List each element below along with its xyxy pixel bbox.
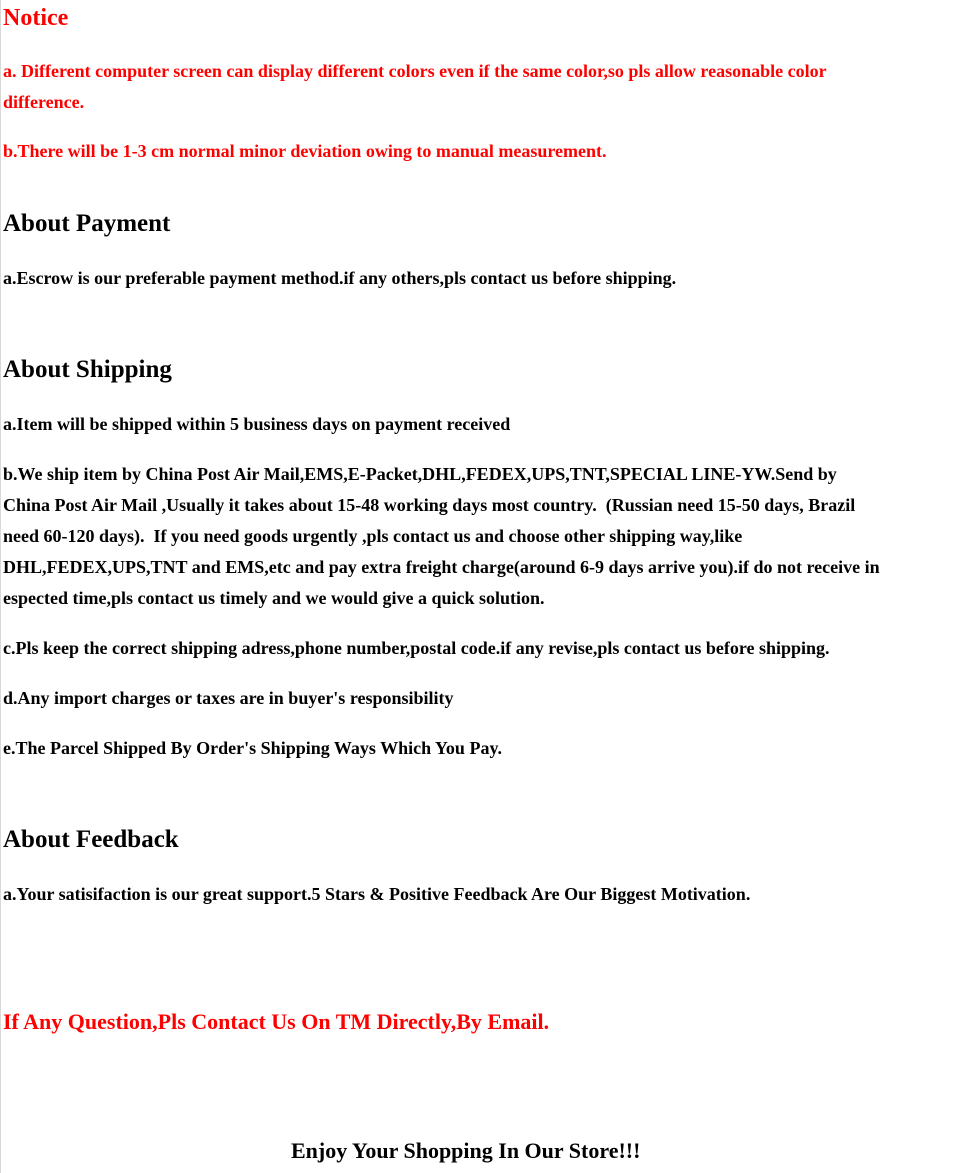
notice-item-b: b.There will be 1-3 cm normal minor deviation owing to manual measurement. bbox=[3, 141, 607, 161]
payment-item-a: a.Escrow is our preferable payment method.if any others,pls contact us before shipping. bbox=[3, 268, 677, 288]
feedback-item-a: a.Your satisifaction is our great support.5 Stars & Positive Feedback Are Our Biggest Motivation. bbox=[3, 884, 751, 904]
shipping-item-e: e.The Parcel Shipped By Order's Shipping Ways Which You Pay. bbox=[3, 738, 502, 758]
payment-heading: About Payment bbox=[3, 210, 171, 237]
shipping-heading: About Shipping bbox=[3, 356, 172, 383]
shipping-item-b-line: DHL,FEDEX,UPS,TNT and EMS,etc and pay extra freight charge(around 6-9 days arrive you).if do not receive in bbox=[3, 557, 880, 577]
shipping-item-b-line: espected time,pls contact us timely and we would give a quick solution. bbox=[3, 588, 545, 608]
feedback-heading: About Feedback bbox=[3, 826, 179, 853]
shipping-item-d: d.Any import charges or taxes are in buyer's responsibility bbox=[3, 688, 454, 708]
shipping-item-b-line: b.We ship item by China Post Air Mail,EMS,E-Packet,DHL,FEDEX,UPS,TNT,SPECIAL LINE-YW.Send by bbox=[3, 464, 837, 484]
notice-item-a bbox=[3, 56, 955, 118]
contact-notice: If Any Question,Pls Contact Us On TM Directly,By Email. bbox=[3, 1009, 550, 1034]
shipping-item-b bbox=[3, 459, 955, 614]
notice-item-a-line-1: a. Different computer screen can display different colors even if the same color,so pls allow reasonable color bbox=[3, 61, 827, 81]
shipping-item-c: c.Pls keep the correct shipping adress,phone number,postal code.if any revise,pls contact us before shipping. bbox=[3, 638, 830, 658]
closing-message: Enjoy Your Shopping In Our Store!!! bbox=[291, 1138, 641, 1163]
left-border bbox=[0, 0, 1, 1173]
shipping-item-b-line: need 60-120 days). If you need goods urgently ,pls contact us and choose other shipping way,like bbox=[3, 526, 743, 546]
shipping-item-a: a.Item will be shipped within 5 business days on payment received bbox=[3, 414, 511, 434]
notice-item-a-line-2: difference. bbox=[3, 92, 85, 112]
shipping-item-b-line: China Post Air Mail ,Usually it takes about 15-48 working days most country. (Russian need 15-50 days, Brazil bbox=[3, 495, 856, 515]
notice-title: Notice bbox=[3, 5, 69, 31]
